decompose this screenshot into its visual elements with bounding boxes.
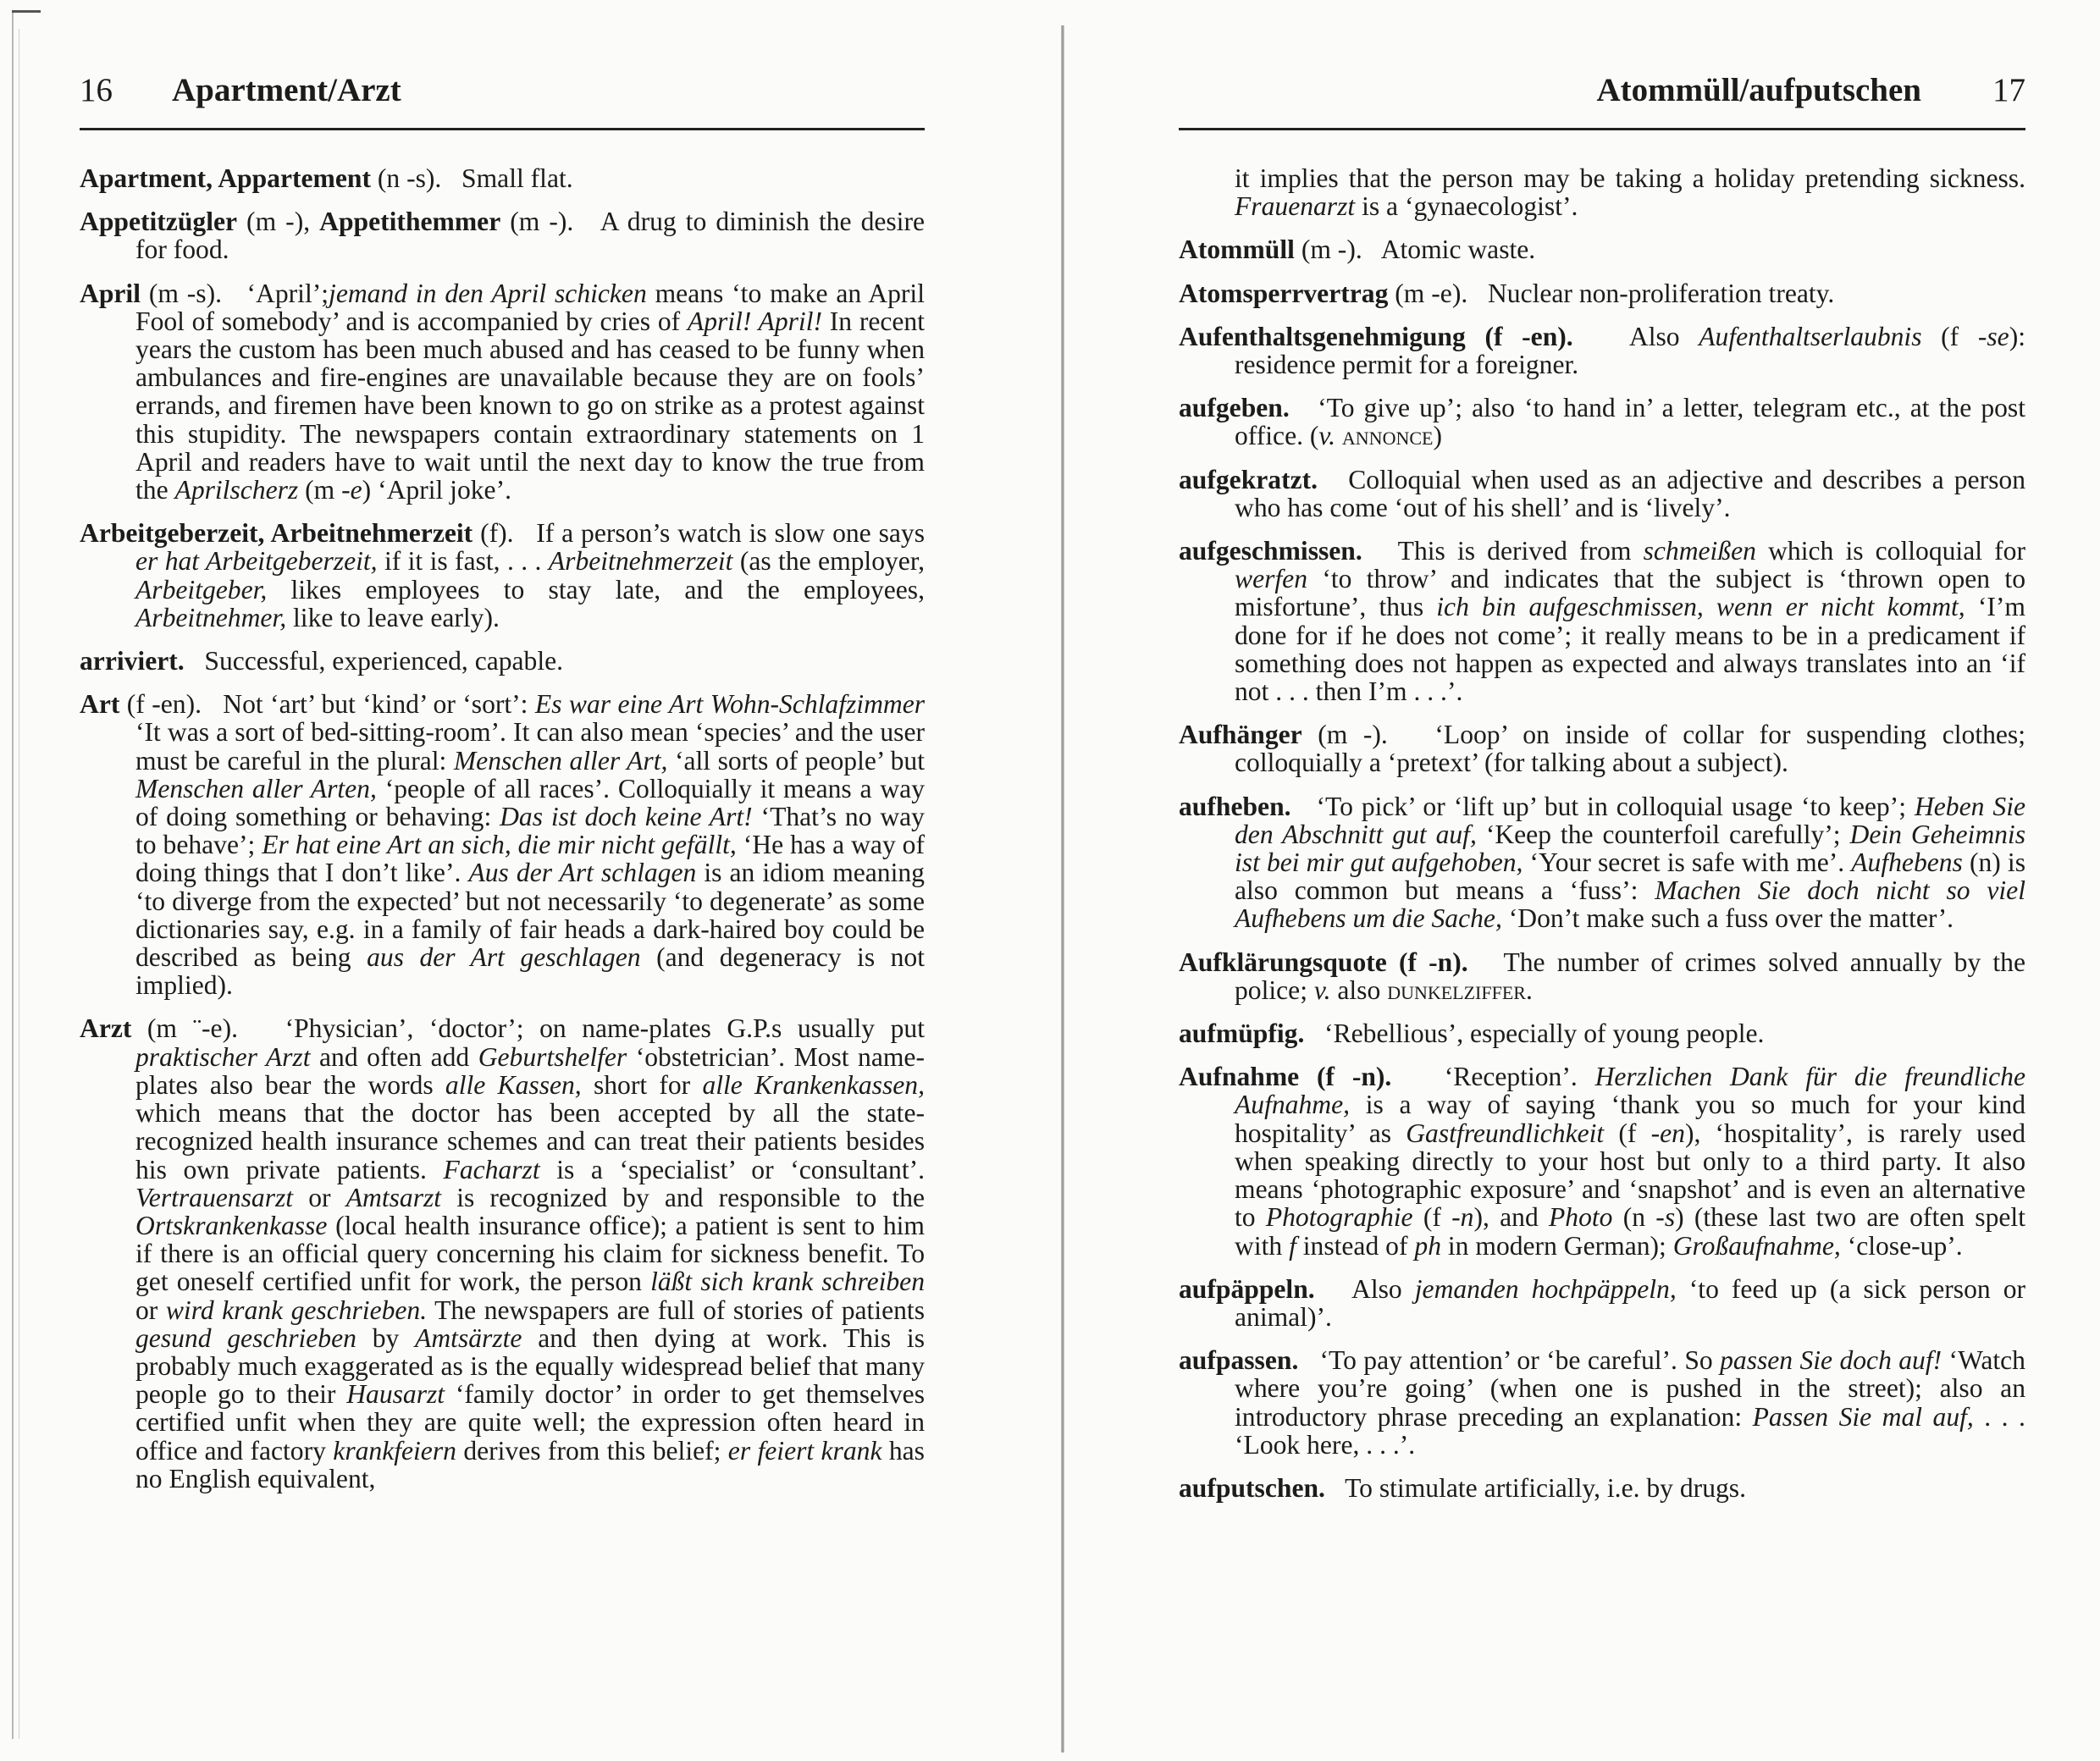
headword: aufgeschmissen. [1179, 536, 1362, 566]
page-number: 17 [1992, 72, 2025, 108]
dictionary-entry: aufpäppeln. Also jemanden hochpäppeln, ‘to feed up (a sick person or animal)’. [1179, 1273, 2026, 1332]
right-page-body [1179, 164, 2025, 1517]
running-head: Apartment/Arzt [172, 72, 401, 108]
dictionary-entry: April (m -s). ‘April’;jemand in den April schicken means ‘to make an April Fool of somebody’ and is accompanied by cries of April! April! In recent years the custom has been much abused and has ceased to be funny when ambulances and fire-engines are unavailable because they are on fools’ errands, and firemen have been known to go on strike as a protest against this stupidity. The newspapers contain extraordinary statements on 1 April and readers have to wait until the next day to know the true from the Aprilscherz (m -e) ‘April joke’. [80, 278, 925, 505]
header-rule [1179, 128, 2025, 130]
headword: Appetitzügler [80, 207, 238, 237]
headword: Aufenthaltsgenehmigung [1179, 321, 1466, 351]
dictionary-entry: Aufklärungsquote (f -n). The number of crimes solved annually by the police; v. also dunkelziffer. [1179, 947, 2025, 1005]
headword: aufputschen. [1179, 1472, 1325, 1503]
running-head: Atommüll/aufputschen [1596, 72, 1921, 108]
dictionary-entry: aufputschen. To stimulate artificially, i.e. by drugs. [1179, 1472, 1746, 1503]
dictionary-entry: Arbeitgeberzeit, Arbeitnehmerzeit (f). If a person’s watch is slow one says er hat Arbeitgeberzeit, if it is fast, . . . Arbeitnehmerzeit (as the employer, Arbeitgeber, likes employees to stay late, and the employees, Arbeitnehmer, like to leave early). [80, 518, 925, 632]
dictionary-entry: Atommüll (m -). Atomic waste. [1179, 235, 1536, 265]
entry-continuation: it implies that the person may be taking a holiday pretending sickness. Frauenarzt is a ‘gynaecologist’. [1235, 163, 2025, 222]
dictionary-entry: Atomsperrvertrag (m -e). Nuclear non-proliferation treaty. [1179, 278, 1835, 308]
dictionary-entry: aufgeschmissen. This is derived from schmeißen which is colloquial for werfen ‘to throw’ and indicates that the subject is ‘thrown open to misfortune’, thus ich bin aufgeschmissen, wenn er nicht kommt, ‘I’m done for if he does not come’; it really means to be in a predicament if something does not happen as expected and always translates into an ‘if not . . . then I’m . . .’. [1179, 536, 2025, 707]
dictionary-entry: Apartment, Appartement (n -s). Small flat. [80, 163, 573, 193]
dictionary-entry: Aufhänger (m -). ‘Loop’ on inside of collar for suspending clothes; colloquially a ‘pretext’ (for talking about a subject). [1179, 720, 2025, 778]
headword: Aufklärungsquote [1179, 947, 1387, 977]
dictionary-entry: arriviert. Successful, experienced, capable. [80, 646, 564, 676]
headword: Arbeitgeberzeit, Arbeitnehmerzeit [80, 518, 473, 549]
right-page-header [1179, 71, 2025, 113]
headword: Aufnahme [1179, 1062, 1300, 1092]
dictionary-entry: Art (f -en). Not ‘art’ but ‘kind’ or ‘sort’: Es war eine Art Wohn-Schlafzimmer ‘It was a sort of bed-sitting-room’. It can also mean ‘species’ and the user must be careful in the plural: Menschen aller Art, ‘all sorts of people’ but Menschen aller Arten, ‘people of all races’. Colloquially it means a way of doing something or behaving: Das ist doch keine Art! ‘That’s no way to behave’; Er hat eine Art an sich, die mir nicht gefällt, ‘He has a way of doing things that I don’t like’. Aus der Art schlagen is an idiom meaning ‘to diverge from the expected’ but not necessarily ‘to degenerate’ as some dictionaries say, e.g. in a family of fair heads a dark-haired boy could be described as being aus der Art geschlagen (and degeneracy is not implied). [80, 689, 926, 1001]
headword: April [80, 278, 141, 308]
book-gutter [1061, 25, 1064, 1753]
dictionary-entry: Aufnahme (f -n). ‘Reception’. Herzlichen Dank für die freundliche Aufnahme, is a way of saying ‘thank you so much for your kind hospitality’ as Gastfreundlichkeit (f -en), ‘hospitality’, is rarely used when speaking directly to your host but only to a third party. It also means ‘photographic exposure’ and ‘snapshot’ and is even an alternative to Photographie (f -n), and Photo (n -s) (these last two are often spelt with f instead of ph in modern German); Großaufnahme, ‘close-up’. [1179, 1062, 2026, 1261]
headword: aufgeben. [1179, 393, 1290, 423]
page-number: 16 [80, 72, 113, 108]
dictionary-entry: Appetitzügler (m -), Appetithemmer (m -). A drug to diminish the desire for food. [80, 207, 926, 265]
corner-tick [12, 10, 41, 13]
headword: Art [80, 689, 120, 720]
headword: Atomsperrvertrag [1179, 278, 1389, 308]
headword: aufpäppeln. [1179, 1273, 1315, 1304]
dictionary-entry: aufgekratzt. Colloquial when used as an adjective and describes a person who has come ‘out of his shell’ and is ‘lively’. [1179, 464, 2025, 522]
dictionary-entry: aufpassen. ‘To pay attention’ or ‘be careful’. So passen Sie doch auf! ‘Watch where you’re going’ (when one is pushed in the street); also an introductory phrase preceding an explanation: Passen Sie mal auf, . . . ‘Look here, . . .’. [1179, 1345, 2025, 1460]
headword: aufheben. [1179, 791, 1291, 821]
dictionary-entry: aufheben. ‘To pick’ or ‘lift up’ but in colloquial usage ‘to keep’; Heben Sie den Abschnitt gut auf, ‘Keep the counterfoil carefully’; Dein Geheimnis ist bei mir gut aufgehoben, ‘Your secret is safe with me’. Aufhebens (n) is also common but means a ‘fuss’: Machen Sie doch nicht so viel Aufhebens um die Sache, ‘Don’t make such a fuss over the matter’. [1179, 791, 2026, 934]
header-rule [80, 128, 925, 130]
headword: Aufhänger [1179, 720, 1302, 750]
headword: Atommüll [1179, 235, 1295, 265]
left-page-body [80, 164, 925, 1508]
headword: Arzt [80, 1013, 132, 1044]
dictionary-entry: Arzt (m ¨-e). ‘Physician’, ‘doctor’; on name-plates G.P.s usually put praktischer Arzt and often add Geburtshelfer ‘obstetrician’. Most name-plates also bear the words alle Kassen, short for alle Krankenkassen, which means that the doctor has been accepted by all the state-recognized health insurance schemes and can treat their patients besides his own private patients. Facharzt is a ‘specialist’ or ‘consultant’. Vertrauensarzt or Amtsarzt is recognized by and responsible to the Ortskrankenkasse (local health insurance office); a patient is sent to him if there is an official query concerning his claim for sickness benefit. To get oneself certified unfit for work, the person läßt sich krank schreiben or wird krank geschrieben. The newspapers are full of stories of patients gesund geschrieben by Amtsärzte and then dying at work. This is probably much exaggerated as is the equally widespread belief that many people go to their Hausarzt ‘family doctor’ in order to get themselves certified unfit when they are quite well; the expression often heard in office and factory krankfeiern derives from this belief; er feiert krank has no English equivalent, [80, 1013, 926, 1493]
headword: arriviert. [80, 646, 185, 676]
headword: aufmüpfig. [1179, 1019, 1305, 1049]
left-page-header [80, 71, 925, 113]
headword: Apartment, Appartement [80, 163, 371, 193]
dictionary-entry: aufmüpfig. ‘Rebellious’, especially of young people. [1179, 1019, 1765, 1049]
headword: aufpassen. [1179, 1345, 1299, 1376]
dictionary-entry: aufgeben. ‘To give up’; also ‘to hand in’ a letter, telegram etc., at the post office. (v. annonce) [1179, 393, 2025, 451]
page-edge-marks [0, 0, 51, 1761]
headword: Appetithemmer [319, 207, 501, 237]
headword: aufgekratzt. [1179, 464, 1318, 494]
dictionary-entry: Aufenthaltsgenehmigung (f -en). Also Aufenthaltserlaubnis (f -se): residence permit for a foreigner. [1179, 321, 2026, 380]
edge-line [12, 12, 14, 1739]
